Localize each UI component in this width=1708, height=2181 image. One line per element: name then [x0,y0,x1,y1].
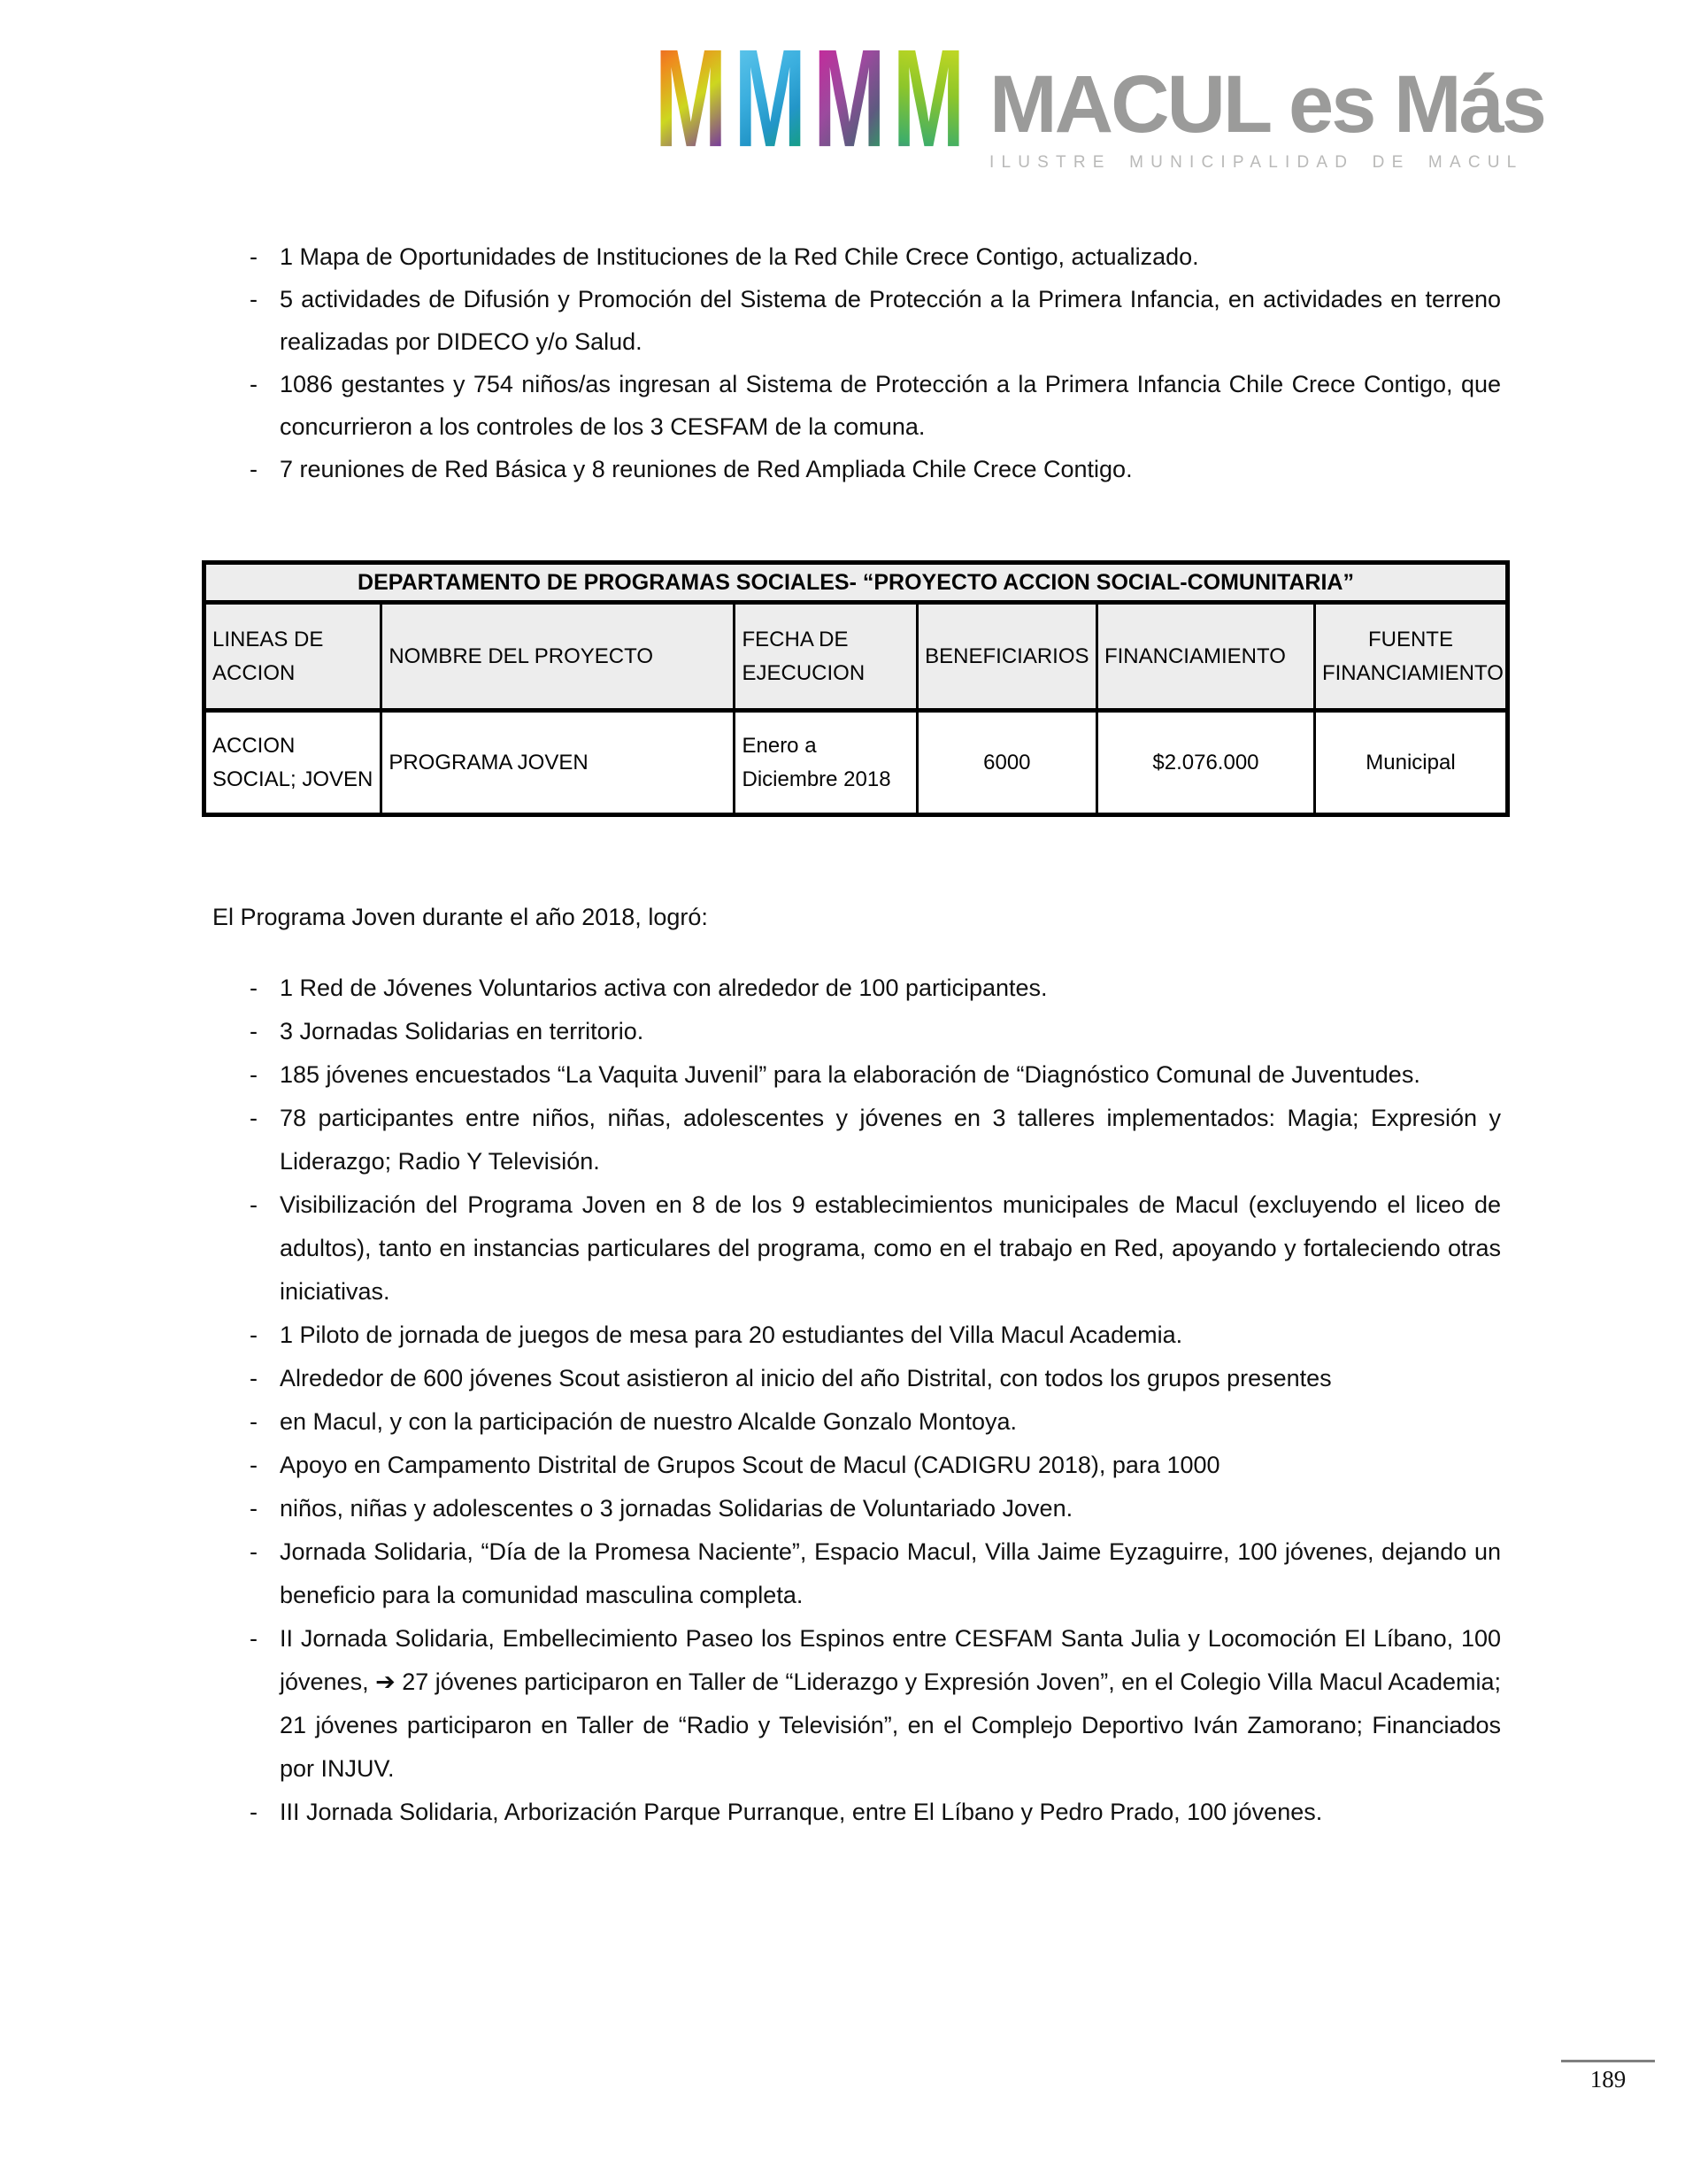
bullet-text: Apoyo en Campamento Distrital de Grupos Scout de Macul (CADIGRU 2018), para 1000 [280,1452,1220,1478]
logo-m-2: M [734,44,806,152]
bullet-text: Alrededor de 600 jóvenes Scout asistieron al inicio del año Distrital, con todos los grupos presentes [280,1365,1332,1391]
programs-table [202,560,1510,817]
section-intro: El Programa Joven durante el año 2018, logró: [212,904,708,930]
bullet-text: 7 reuniones de Red Básica y 8 reuniones de Red Ampliada Chile Crece Contigo. [280,456,1133,482]
list-item [235,1053,1501,1097]
bullet-text: 1 Mapa de Oportunidades de Instituciones de la Red Chile Crece Contigo, actualizado. [280,243,1199,270]
footer-divider [1561,2060,1655,2062]
bullet-dash: - [250,1538,258,1565]
bullet-text: 5 actividades de Difusión y Promoción del Sistema de Protección a la Primera Infancia, en actividades en terreno realizadas por DIDECO y/o Salud. [280,286,1501,355]
cell-beneficiarios: 6000 [917,711,1096,815]
column-header-beneficiarios: BENEFICIARIOS [917,603,1096,711]
list-item [235,1314,1501,1357]
macul-m-letters-icon [655,44,966,152]
list-item [235,1097,1501,1183]
bullet-dash: - [250,243,258,270]
logo-m-1: M [655,44,727,152]
column-header-fecha: FECHA DE EJECUCION [735,603,917,711]
bullet-dash: - [250,1408,258,1435]
bullet-text: 1 Red de Jóvenes Voluntarios activa con alrededor de 100 participantes. [280,975,1048,1001]
logo-title: MACUL es Más [989,59,1544,150]
cell-fuente: Municipal [1314,711,1507,815]
logo-m-3: M [813,44,886,152]
bullet-dash: - [250,1105,258,1131]
bullet-dash: - [250,1191,258,1218]
list-item [235,1183,1501,1314]
list-item [235,363,1501,448]
logo-subtitle: ILUSTRE MUNICIPALIDAD DE MACUL [989,153,1524,172]
column-header-financiamiento: FINANCIAMIENTO [1096,603,1314,711]
list-item [235,1400,1501,1444]
bullet-dash: - [250,371,258,397]
bullet-text: 78 participantes entre niños, niñas, adolescentes y jóvenes en 3 talleres implementados: Magia; Expresión y Liderazgo; Radio Y Televisión. [280,1105,1501,1175]
list-item [235,1487,1501,1530]
bullet-text: niños, niñas y adolescentes o 3 jornadas Solidarias de Voluntariado Joven. [280,1495,1073,1522]
table-row [204,711,1508,815]
cell-fecha: Enero a Diciembre 2018 [735,711,917,815]
bullet-dash: - [250,1322,258,1348]
list-item [235,278,1501,363]
bullet-dash: - [250,1495,258,1522]
bullet-dash: - [250,1799,258,1825]
page-number: 189 [1589,2066,1627,2092]
logo-text-block [989,44,1544,173]
list-item [235,235,1501,278]
column-header-nombre: NOMBRE DEL PROYECTO [381,603,735,711]
logo-m-4: M [892,44,966,152]
bullet-text: Jornada Solidaria, “Día de la Promesa Naciente”, Espacio Macul, Villa Jaime Eyzaguirre, 100 jóvenes, dejando un beneficio para la comunidad masculina completa. [280,1538,1501,1608]
bullet-dash: - [250,456,258,482]
cell-nombre: PROGRAMA JOVEN [381,711,735,815]
bullet-text: 1 Piloto de jornada de juegos de mesa para 20 estudiantes del Villa Macul Academia. [280,1322,1183,1348]
bullet-list-main [235,967,1501,1834]
bullet-dash: - [250,286,258,312]
cell-financiamiento: $2.076.000 [1096,711,1314,815]
bullet-text: III Jornada Solidaria, Arborización Parque Purranque, entre El Líbano y Pedro Prado, 100 jóvenes. [280,1799,1323,1825]
list-item [235,1530,1501,1617]
bullet-text: 3 Jornadas Solidarias en territorio. [280,1018,644,1044]
bullet-dash: - [250,975,258,1001]
bullet-text: en Macul, y con la participación de nuestro Alcalde Gonzalo Montoya. [280,1408,1017,1435]
list-item [235,1791,1501,1834]
column-header-fuente: FUENTE FINANCIAMIENTO [1314,603,1507,711]
bullet-dash: - [250,1625,258,1652]
list-item [235,1617,1501,1791]
bullet-text: 185 jóvenes encuestados “La Vaquita Juvenil” para la elaboración de “Diagnóstico Comunal de Juventudes. [280,1061,1420,1088]
table-title: DEPARTAMENTO DE PROGRAMAS SOCIALES- “PROYECTO ACCION SOCIAL-COMUNITARIA” [204,563,1508,603]
table-header-row [204,603,1508,711]
list-item [235,967,1501,1010]
bullet-text: Visibilización del Programa Joven en 8 de los 9 establecimientos municipales de Macul (excluyendo el liceo de adultos), tanto en instancias particulares del programa, como en el trabajo en Red, apoyando y fortaleciendo otras iniciativas. [280,1191,1501,1305]
bullet-dash: - [250,1365,258,1391]
column-header-lineas: LINEAS DE ACCION [204,603,381,711]
macul-logo [655,44,1544,173]
cell-lineas: ACCION SOCIAL; JOVEN [204,711,381,815]
list-item [235,1010,1501,1053]
list-item [235,1357,1501,1400]
bullet-text: 1086 gestantes y 754 niños/as ingresan al Sistema de Protección a la Primera Infancia Chile Crece Contigo, que concurrieron a los controles de los 3 CESFAM de la comuna. [280,371,1501,440]
bullet-dash: - [250,1452,258,1478]
bullet-list-top [235,235,1501,490]
list-item [235,1444,1501,1487]
bullet-dash: - [250,1061,258,1088]
bullet-dash: - [250,1018,258,1044]
list-item [235,448,1501,490]
bullet-text: II Jornada Solidaria, Embellecimiento Paseo los Espinos entre CESFAM Santa Julia y Locomoción El Líbano, 100 jóvenes, ➔ 27 jóvenes participaron en Taller de “Liderazgo y Expresión Joven”, en el Colegio Villa Macul Academia; 21 jóvenes participaron en Taller de “Radio y Televisión”, en el Complejo Deportivo Iván Zamorano; Financiados por INJUV. [280,1625,1501,1782]
programs-table-wrap [202,560,1510,817]
